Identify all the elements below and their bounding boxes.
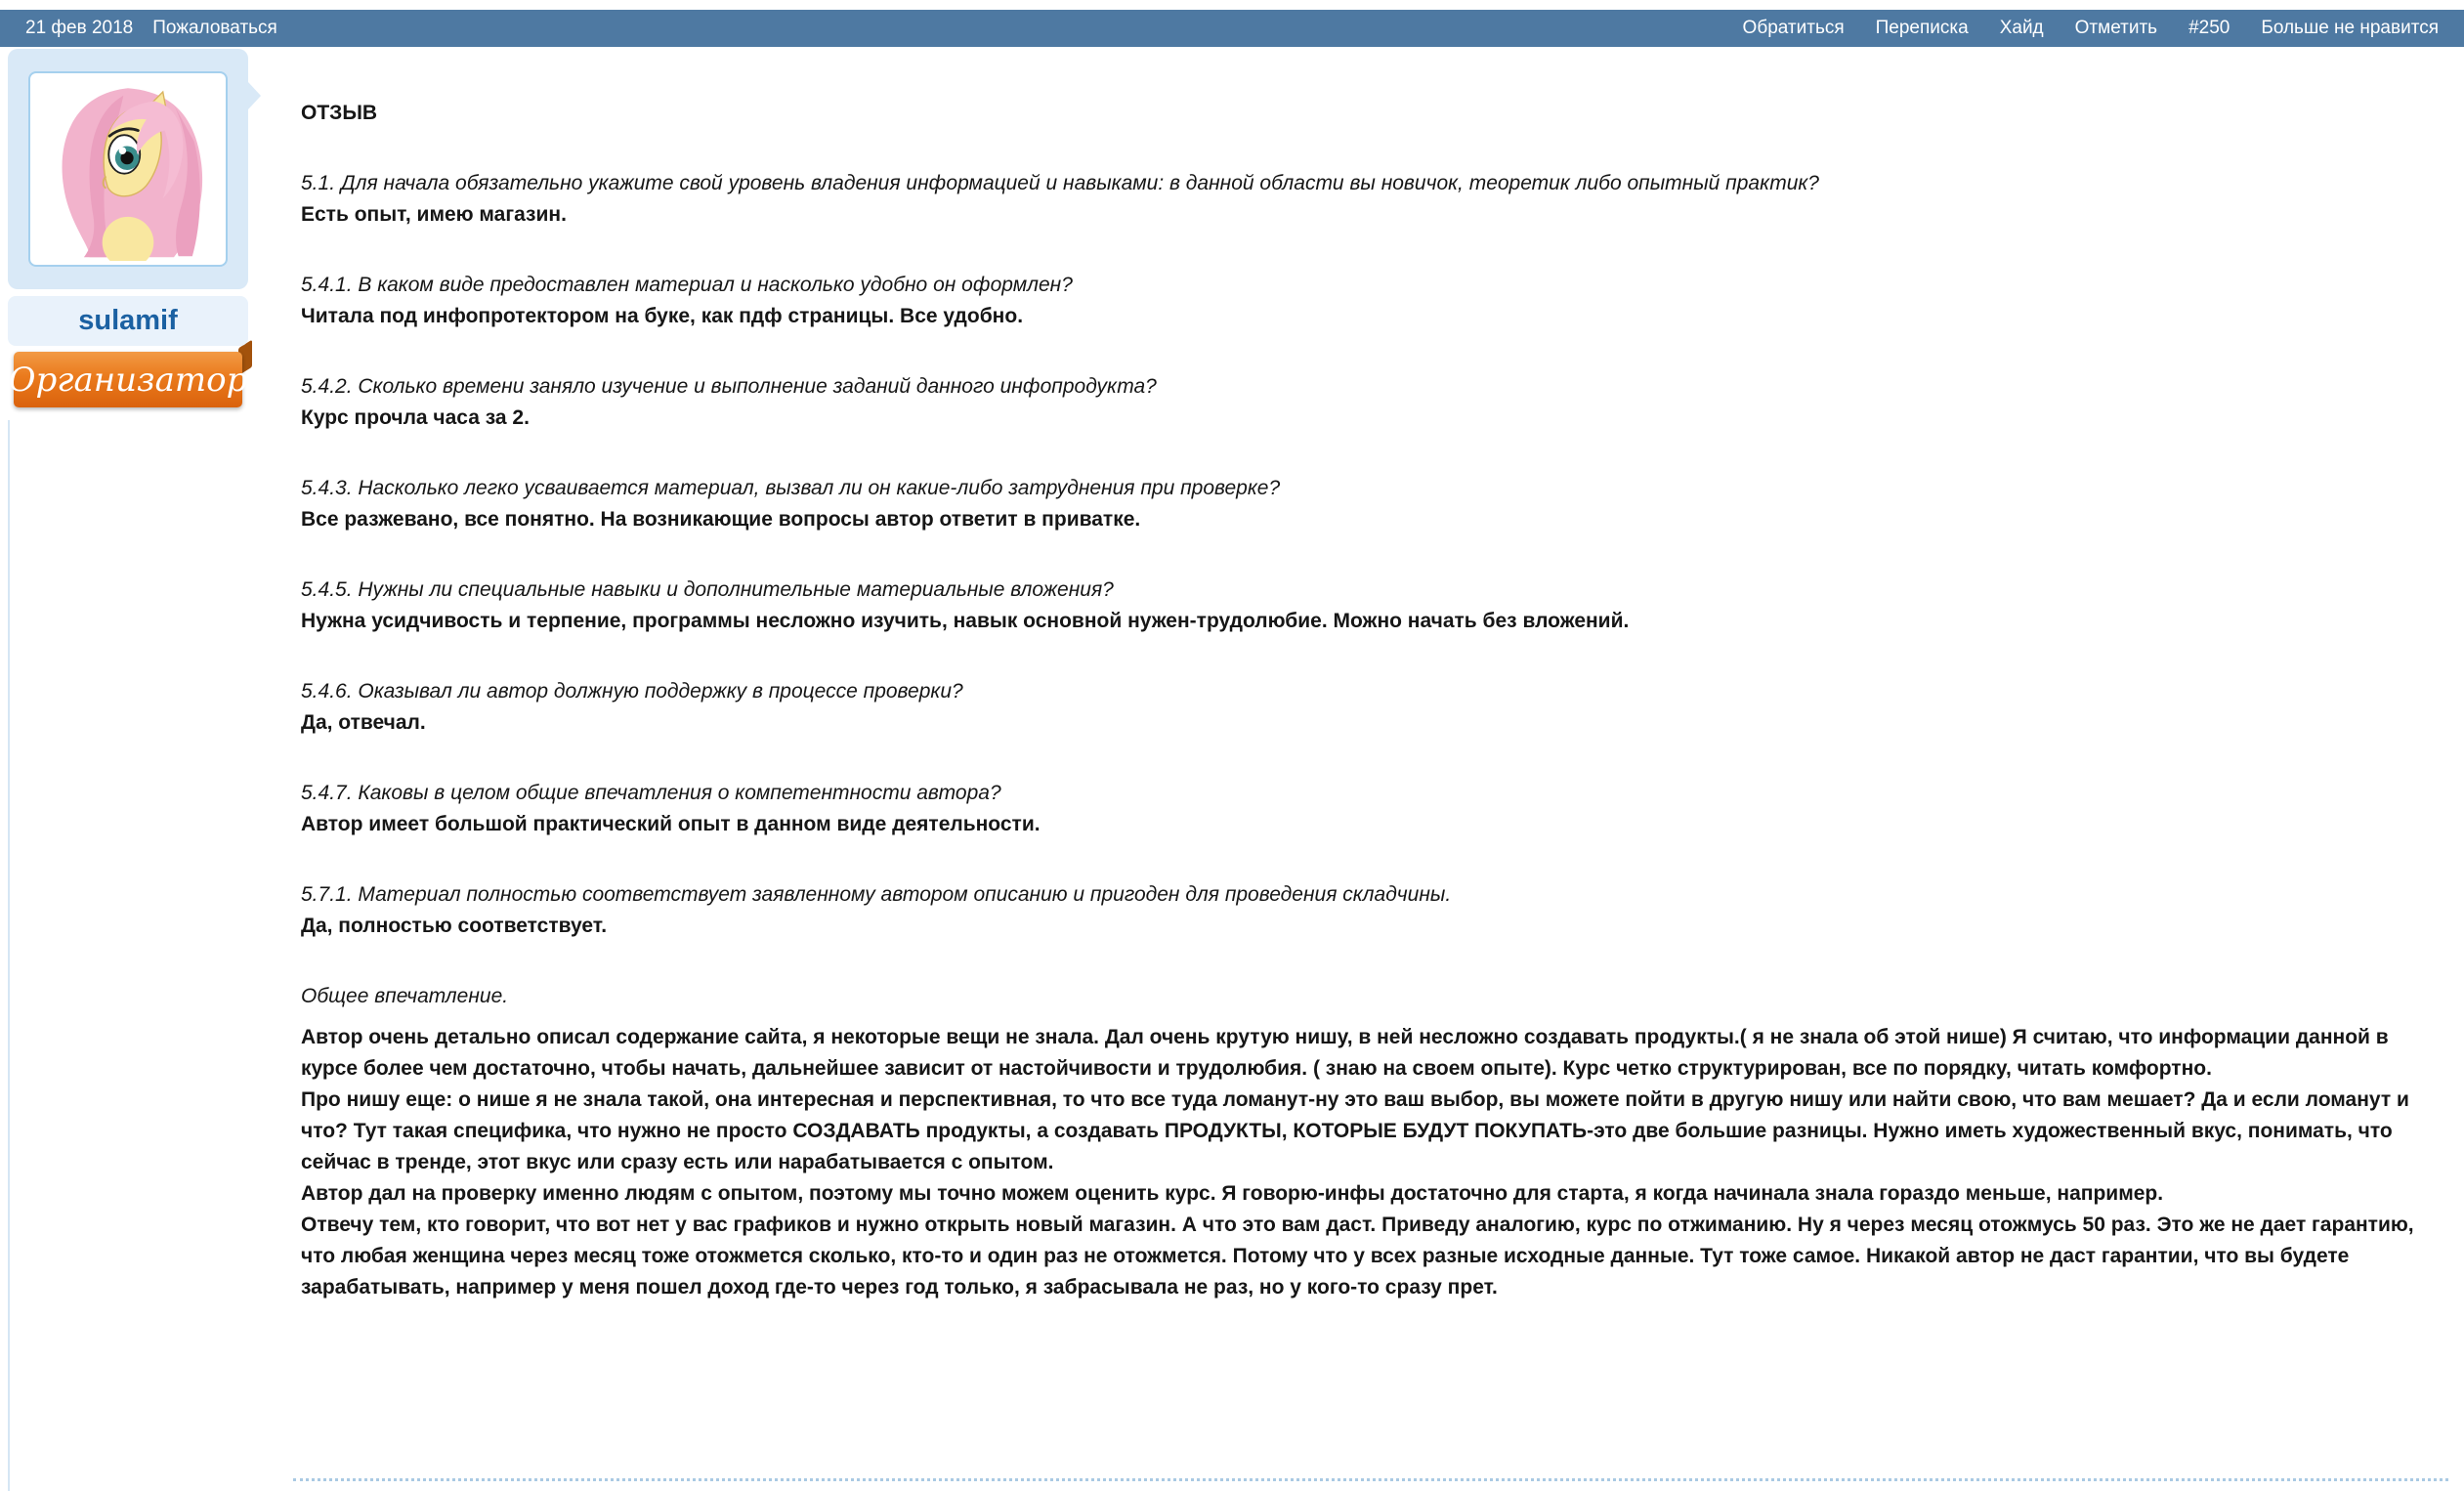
conversation-link[interactable]: Переписка xyxy=(1875,18,1969,38)
post-date: 21 фев 2018 xyxy=(25,18,134,38)
question-text: 5.4.7. Каковы в целом общие впечатления о компетентности автора? xyxy=(301,782,1001,804)
qa-block xyxy=(301,473,2448,535)
answer-text: Да, отвечал. xyxy=(301,711,426,734)
qa-block xyxy=(301,778,2448,840)
qa-block xyxy=(301,371,2448,434)
answer-text: Да, полностью соответствует. xyxy=(301,915,608,937)
answer-text: Читала под инфопротектором на буке, как пдф страницы. Все удобно. xyxy=(301,305,1024,327)
answer-text: Есть опыт, имею магазин. xyxy=(301,203,567,226)
post-meta xyxy=(25,18,277,39)
answer-text: Нужна усидчивость и терпение, программы несложно изучить, навык основной нужен-трудолюбие. Можно начать без вложений. xyxy=(301,610,1630,632)
question-text: 5.4.2. Сколько времени заняло изучение и выполнение заданий данного инфопродукта? xyxy=(301,375,1157,398)
hide-link[interactable]: Хайд xyxy=(1999,18,2044,38)
question-text: 5.4.6. Оказывал ли автор должную поддержку в процессе проверки? xyxy=(301,680,963,703)
qa-block xyxy=(301,168,2448,231)
qa-block xyxy=(301,575,2448,637)
impression-paragraph: Отвечу тем, кто говорит, что вот нет у вас графиков и нужно открыть новый магазин. А что это вам даст. Приведу аналогию, курс по отжиманию. Ну я через месяц отожмусь 50 раз. Это же не дает гарантию, что любая женщина через месяц тоже отожмется сколько, кто-то и один раз не отожмется. Потому что у всех разные исходные данные. Тут тоже самое. Никакой автор не даст гарантии, что вы будете зарабатывать, например у меня пошел доход где-то через год только, я забрасывала не раз, но у кого-то сразу прет. xyxy=(301,1214,2414,1299)
qa-block xyxy=(301,676,2448,739)
avatar-image xyxy=(36,77,220,261)
username-box xyxy=(8,296,248,346)
user-info-sidebar xyxy=(8,49,248,407)
message-bubble-arrow xyxy=(248,82,261,109)
mark-link[interactable]: Отметить xyxy=(2074,18,2158,38)
impression-paragraph: Автор дал на проверку именно людям с опытом, поэтому мы точно можем оценить курс. Я говорю-инфы достаточно для старта, я когда начинала знала гораздо меньше, например. xyxy=(301,1182,2164,1205)
avatar-panel xyxy=(8,49,248,289)
qa-block xyxy=(301,270,2448,332)
left-border-line xyxy=(8,420,10,1491)
post-number-link[interactable]: #250 xyxy=(2188,18,2230,38)
answer-text: Курс прочла часа за 2. xyxy=(301,406,530,429)
answer-text: Все разжевано, все понятно. На возникающие вопросы автор ответит в приватке. xyxy=(301,508,1141,531)
question-text: 5.4.1. В каком виде предоставлен материал и насколько удобно он оформлен? xyxy=(301,274,1073,296)
username-link[interactable]: sulamif xyxy=(78,305,178,336)
post-action-bar xyxy=(0,10,2464,47)
dislike-link[interactable]: Больше не нравится xyxy=(2261,18,2439,38)
post-bottom-separator xyxy=(293,1478,2448,1481)
post-content xyxy=(301,98,2448,1303)
impression-heading: Общее впечатление. xyxy=(301,985,509,1007)
question-text: 5.4.5. Нужны ли специальные навыки и дополнительные материальные вложения? xyxy=(301,578,1114,601)
user-avatar[interactable] xyxy=(28,71,228,267)
question-text: 5.4.3. Насколько легко усваивается материал, вызвал ли он какие-либо затруднения при проверке? xyxy=(301,477,1281,499)
impression-paragraph: Автор очень детально описал содержание сайта, я некоторые вещи не знала. Дал очень крутую нишу, в ней несложно создавать продукты.( я не знала об этой нише) Я считаю, что информации данной в курсе более чем достаточно, чтобы начать, дальнейшее зависит от настойчивости и трудолюбия. ( знаю на своем опыте). Курс четко структурирован, все по порядку, читать комфортно. xyxy=(301,1026,2389,1080)
organizer-badge: Организатор xyxy=(14,352,242,407)
question-text: 5.7.1. Материал полностью соответствует заявленному автором описанию и пригоден для проведения складчины. xyxy=(301,883,1452,906)
qa-block xyxy=(301,879,2448,942)
report-link[interactable]: Пожаловаться xyxy=(152,18,277,38)
answer-text: Автор имеет большой практический опыт в данном виде деятельности. xyxy=(301,813,1041,835)
review-title: ОТЗЫВ xyxy=(301,102,378,124)
post-actions xyxy=(1743,18,2439,39)
general-impression-section xyxy=(301,981,2448,1303)
question-text: 5.1. Для начала обязательно укажите свой уровень владения информацией и навыками: в данной области вы новичок, теоретик либо опытный практик? xyxy=(301,172,1819,194)
contact-link[interactable]: Обратиться xyxy=(1742,18,1845,38)
impression-paragraph: Про нишу еще: о нише я не знала такой, она интересная и перспективная, то что все туда ломанут-ну это ваш выбор, вы можете пойти в другую нишу или найти свою, что вам мешает? Да и если ломанут и что? Тут такая специфика, что нужно не просто СОЗДАВАТЬ продукты, а создавать ПРОДУКТЫ, КОТОРЫЕ БУДУТ ПОКУПАТЬ-это две большие разницы. Нужно иметь художественный вкус, понимать, что сейчас в тренде, этот вкус или сразу есть или нарабатывается с опытом. xyxy=(301,1088,2409,1173)
